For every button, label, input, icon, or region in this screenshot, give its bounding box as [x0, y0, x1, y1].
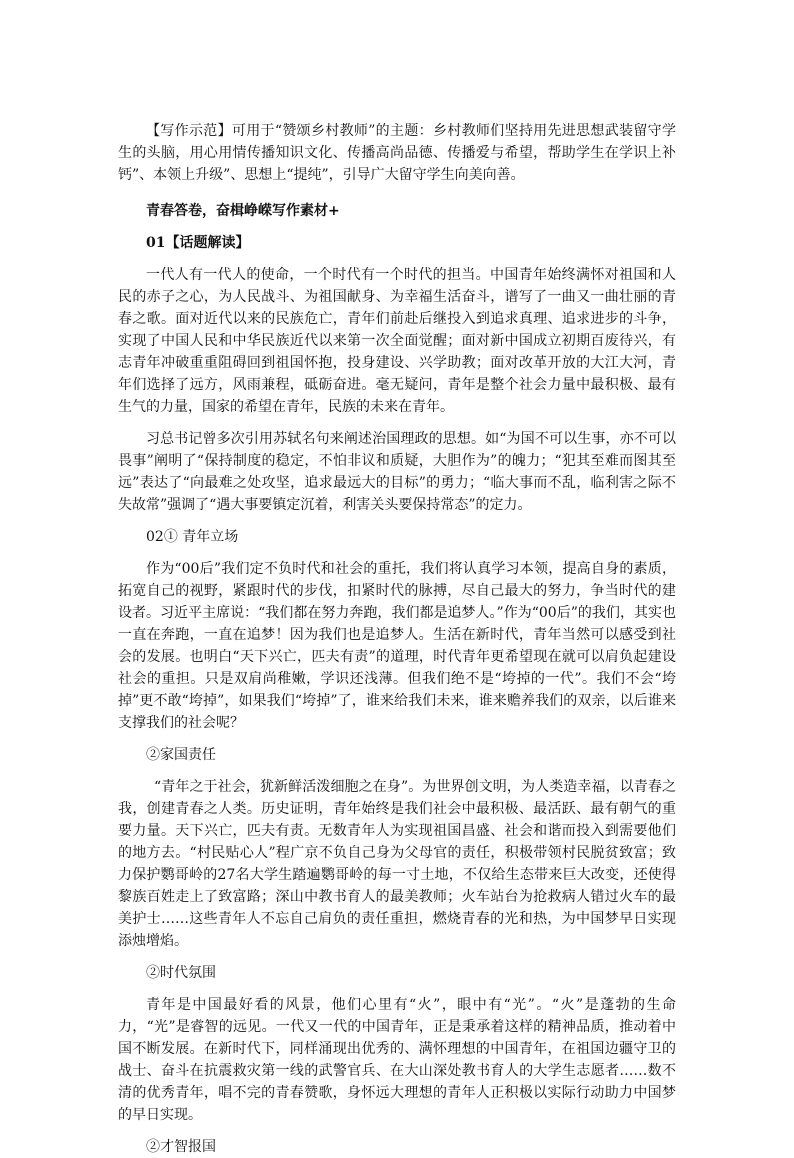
document-title: 青春答卷，奋楫峥嵘写作素材+ [146, 203, 340, 219]
section-heading-02: 02① 青年立场 [146, 529, 239, 545]
section-heading-01: 01【话题解读】 [146, 235, 250, 251]
section-heading-era: ②时代氛围 [146, 965, 216, 981]
section-heading-family-duty: ②家国责任 [146, 747, 216, 763]
section-01-paragraph-1: 一代人有一代人的使命，一个时代有一个时代的担当。中国青年始终满怀对祖国和人民的赤子之心，为人民战斗、为祖国献身、为幸福生活奋斗，谱写了一曲又一曲壮丽的青春之歌。面对近代以来的民族危亡，青年们前赴后继投入到追求真理、追求进步的斗争，实现了中国人民和中华民族近代以来第一次全面觉醒；面对新中国成立初期百废待兴，有志青年冲破重重阻碍回到祖国怀抱，投身建设、兴学助教；面对改革开放的大江大河，青年们选择了远方，风雨兼程，砥砺奋进。毫无疑问，青年是整个社会力量中最积极、最有生气的力量，国家的希望在青年，民族的未来在青年。 [118, 267, 676, 415]
document-page [118, 120, 676, 1158]
intro-paragraph: 【写作示范】可用于“赞颂乡村教师”的主题：乡村教师们坚持用先进思想武装留守学生的头脑，用心用情传播知识文化、传播高尚品德、传播爱与希望，帮助学生在学识上补钙”、本领上升级”、思想上“提纯”，引导广大留守学生向美向善。 [118, 123, 676, 183]
section-02-paragraph: 作为“00后”我们定不负时代和社会的重托，我们将认真学习本领，提高自身的素质，拓宽自己的视野，紧跟时代的步伐，扣紧时代的脉搏，尽自己最大的努力，争当时代的建设者。习近平主席说：“我们都在努力奔跑，我们都是追梦人。”作为“00后”的我们，其实也一直在奔跑，一直在追梦！因为我们也是追梦人。生活在新时代，青年当然可以感受到社会的发展。也明白“天下兴亡，匹夫有责”的道理，时代青年更希望现在就可以肩负起建设社会的重担。只是双肩尚稚嫩，学识还浅薄。但我们绝不是“垮掉的一代”。我们不会“垮掉”更不敢“垮掉”，如果我们“垮掉”了，谁来给我们未来，谁来赡养我们的双亲，以后谁来支撑我们的社会呢？ [118, 561, 676, 731]
section-family-duty-paragraph: “青年之于社会，犹新鲜活泼细胞之在身”。为世界创文明，为人类造幸福，以青春之我，创建青春之人类。历史证明，青年始终是我们社会中最积极、最活跃、最有朝气的重要力量。天下兴亡，匹夫有责。无数青年人为实现祖国昌盛、社会和谐而投入到需要他们的地方去。“村民贴心人”程广京不负自己身为父母官的责任，积极带领村民脱贫致富；致力保护鹦哥岭的27名大学生踏遍鹦哥岭的每一寸土地，不仅给生态带来巨大改变，还使得黎族百姓走上了致富路；深山中教书育人的最美教师；火车站台为抢救病人错过火车的最美护士……这些青年人不忘自己肩负的责任重担，燃烧青春的光和热，为中国梦早日实现添烛增焰。 [118, 779, 676, 949]
section-heading-talent: ②才智报国 [146, 1139, 216, 1155]
section-01-paragraph-2: 习总书记曾多次引用苏轼名句来阐述治国理政的思想。如“为国不可以生事，亦不可以畏事”阐明了“保持制度的稳定，不怕非议和质疑，大胆作为”的魄力；“犯其至难而图其至远”表达了“向最难之处攻坚，追求最远大的目标”的勇力；“临大事而不乱，临利害之际不失故常”强调了“遇大事要镇定沉着，利害关头要保持常态”的定力。 [118, 431, 676, 513]
section-era-paragraph: 青年是中国最好看的风景，他们心里有“火”，眼中有“光”。“火”是蓬勃的生命力，“光”是睿智的远见。一代又一代的中国青年，正是秉承着这样的精神品质，推动着中国不断发展。在新时代下，同样涌现出优秀的、满怀理想的中国青年，在祖国边疆守卫的战士、奋斗在抗震救灾第一线的武警官兵、在大山深处教书育人的大学生志愿者……数不清的优秀青年，唱不完的青春赞歌，身怀远大理想的青年人正积极以实际行动助力中国梦的早日实现。 [118, 997, 676, 1123]
